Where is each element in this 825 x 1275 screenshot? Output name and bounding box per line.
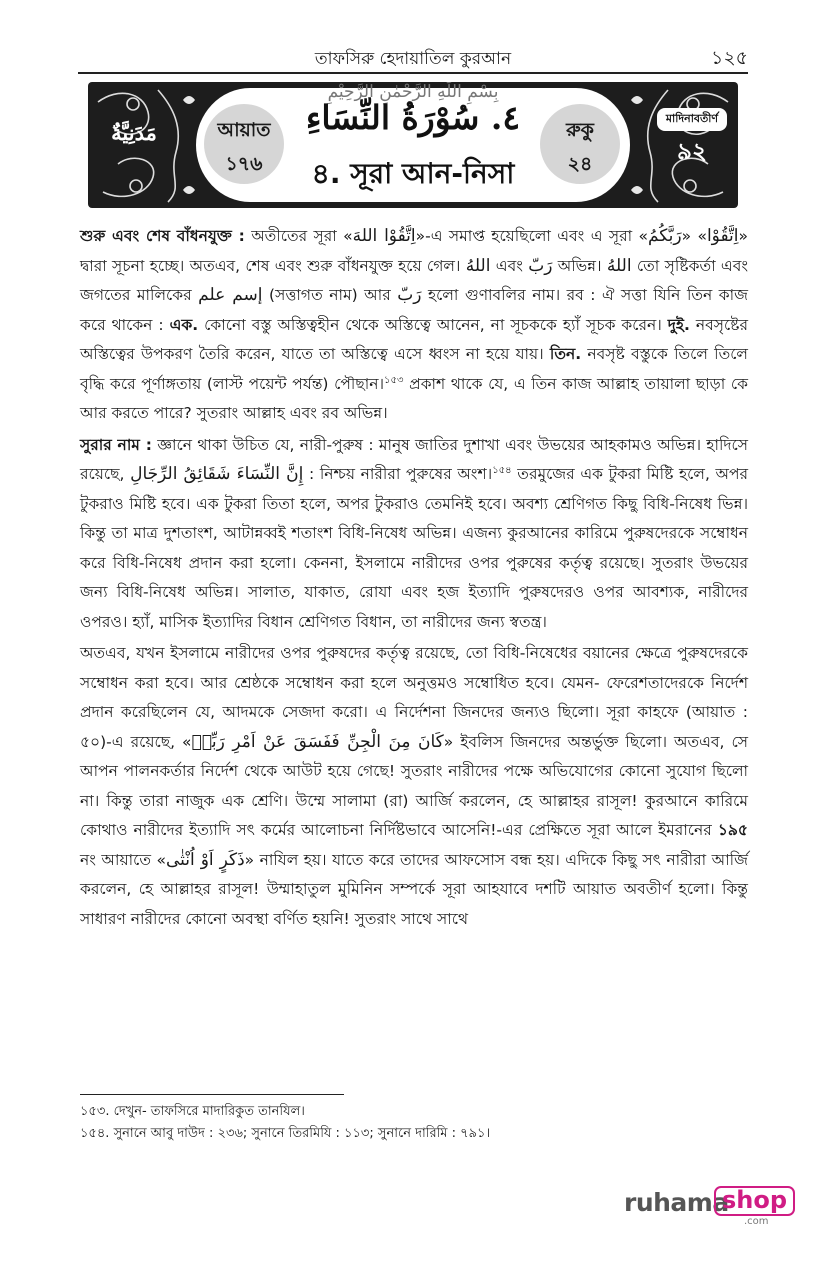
text-run: » ইবলিস জিনদের অন্তর্ভুক্ত ছিলো। অতএব, সে আপন পালনকর্তার নির্দেশ থেকে আউট হয়ে গেছে! সুতরাং নারীদের পক্ষে অভিযোগের কোনো সুযোগ ছিলো না। কিন্তু তারা নাজুক এক শ্রেণি। উম্মে সালামা (রা) আর্জি করলেন, হে আল্লাহর রাসূল! কুরআনে কারিমে কোথাও নারীদের ইত্যাদি সৎ কর্মের আলোচনা নির্দিষ্টভাবে আসেনি!-এর প্রেক্ষিতে সূরা আলে ইমরানের [80,732,748,839]
arabic-phrase: رَبّ [528,255,553,276]
revelation-arabic: مَدَنِيَّةٌ [111,120,157,145]
header-rule [78,72,748,74]
footnote-rule [80,1094,344,1095]
ruku-count: ২৪ [567,153,593,175]
arabic-phrase: إِنَّ النِّسَاءَ شَقَائِقُ الرِّجَالِ [130,464,304,484]
footnote-ref[interactable]: ১৫৩ [384,374,404,386]
enumerator: তিন. [549,345,582,363]
text-run: » দ্বারা সূচনা হচ্ছে। অতএব, শেষ এবং শুরু বাঁধনযুক্ত হয়ে গেল। [80,227,748,275]
ruku-label: রুকু [566,119,594,141]
text-run: নবসৃষ্টের অস্তিত্বের উপকরণ তৈরি করেন, যাতে তা অস্তিত্বে এসে ধ্বংস না হয়ে যায়। [80,315,749,363]
paragraph-authority [80,639,748,934]
footnote-ref[interactable]: ১৫৪ [492,464,512,476]
arabic-phrase: ذَكَرٍ اَوْ اُنْثٰى [165,849,245,870]
arabic-phrase: اللهُ [465,255,491,276]
text-run: অভিন্ন। [552,256,607,275]
text-run: নং আয়াতে « [80,850,166,869]
text-run: কোনো বস্তু অস্তিত্বহীন থেকে অস্তিত্বে আনেন, না সূচককে হ্যাঁ সূচক করেন। [198,315,668,334]
paragraph-connection [80,222,748,429]
revelation-label: মাদিনাবতীর্ণ [657,108,727,131]
bismillah: بِسْمِ اللّٰهِ الرَّحْمٰنِ الرَّحِيْمِ [327,82,499,102]
arabic-phrase: اِتَّقُوْا اللهَ [352,226,416,246]
paragraph-surah-name [80,431,748,638]
ruhamashop-watermark [624,1186,788,1227]
text-run: তরমুজের এক টুকরা মিষ্টি হলে, অপর টুকরাও মিষ্টি হবে। এক টুকরা তিতা হলে, অপর টুকরাও তেমনিই হবে। অবশ্য শ্রেণিগত কিছু বিধি-নিষেধ ভিন্ন। কিন্তু তা মাত্র দুশতাংশ, আটান্নব্বই শতাংশ বিধি-নিষেধ অভিন্ন। এজন্য কুরআনের কারিমে পুরুষদেরকে সম্বোধন করে বিধি-নিষেধ প্রদান করা হলো। কেননা, ইসলামে নারীদের ওপর পুরুষের কর্তৃত্ব রয়েছে। সুতরাং উভয়ের জন্য বিধি-নিষেধ অভিন্ন। সালাত, যাকাত, রোযা এবং হজ ইত্যাদি পুরুষদেরও ওপর আবশ্যক, নারীদের ওপরও। হ্যাঁ, মাসিক ইত্যাদির বিধান শ্রেণিগত বিধান, তা নারীদের জন্য স্বতন্ত্র। [80,465,748,631]
arabic-phrase: كَانَ مِنَ الْجِنِّ فَفَسَقَ عَنْ اَمْرِ رَبِّهٖ [191,731,444,752]
enumerator: দুই. [667,315,690,334]
page-number: ১২৫ [710,47,748,69]
arabic-phrase: رَبّ [397,285,422,305]
footnotes [80,1101,748,1145]
ruku-count-badge [540,104,620,184]
section-heading: শুরু এবং শেষ বাঁধনযুক্ত : [80,227,245,245]
text-run: (সত্তাগত নাম) আর [262,286,398,304]
brand-domain: .com [744,1216,769,1227]
text-run: » নাযিল হয়। যাতে করে তাদের আফসোস বন্ধ হয়। এদিকে কিছু সৎ নারীরা আর্জি করলেন, হে আল্লাহর রাসূল! উম্মাহাতুল মুমিনিন সম্পর্কে সূরা আহযাবে দশটি আয়াত অবতীর্ণ হলো। কিন্তু সাধারণ নারীদের কোনো অবস্থা বর্ণিত হয়নি! সুতরাং সাথে সাথে [80,850,748,928]
arabic-phrase: اِتَّقُوْا [706,226,739,246]
arabic-phrase: اللهُ [606,255,632,276]
book-title: তাফসিরু হেদায়াতিল কুরআন [314,49,512,69]
text-run: প্রকাশ থাকে যে, এ তিন কাজ আল্লাহ তায়ালা ছাড়া কে আর করতে পারে? সুতরাং আল্লাহ এবং রব অভিন্ন। [80,374,748,422]
text-run: হলো গুণাবলির নাম। রব : ঐ সত্তা যিনি তিন কাজ করে থাকেন : [80,286,748,334]
surah-banner [88,82,738,208]
text-run: : নিশ্চয় নারীরা পুরুষের অংশ। [303,465,493,483]
text-run: অতএব, যখন ইসলামে নারীদের ওপর পুরুষদের কর্তৃত্ব রয়েছে, তো বিধি-নিষেধের বয়ানের ক্ষেত্রে পুরুষদেরকে সম্বোধন করা হবে। আর শ্রেষ্ঠকে সম্বোধন করা হলে অনুত্তমও সম্বোধিত হবে। যেমন- ফেরেশতাদেরকে নির্দেশ প্রদান করেছিলেন যে, আদমকে সেজদা করো। এ নির্দেশনা জিনদের জন্যও ছিলো। সূরা কাহফে (আয়াত : ৫০)-এ রয়েছে, « [80,644,748,751]
section-heading: সুরার নাম : [80,435,152,454]
revelation-order: ৯২ [677,139,707,165]
footnote-item: ১৫৪. সুনানে আবু দাউদ : ২৩৬; সুনানে তিরমিযি : ১১৩; সুনানে দারিমি : ৭৯১। [80,1126,491,1141]
ayat-count: ১৭৬ [225,153,263,175]
surah-title-arabic: ٤. سُوْرَةُ النِّسَاءِ [305,98,521,137]
text-run: তো সৃষ্টিকর্তা এবং জগতের মালিকের [80,256,748,304]
running-head [78,42,748,74]
brand-shop-badge: shop [714,1186,795,1216]
ayat-label: আয়াত [217,119,271,141]
revelation-bengali [652,108,732,180]
page-body [80,222,748,936]
text-run: » « [681,227,707,245]
verse-number: ১৯৫ [717,821,748,839]
text-run: জ্ঞানে থাকা উচিত যে, নারী-পুরুষ : মানুষ জাতির দুশাখা এবং উভয়ের আহকামও অভিন্ন। হাদিসে রয়েছে, [80,435,748,483]
arabic-phrase: إسم علم [198,285,263,305]
enumerator: এক. [169,315,199,334]
arabic-phrase: رَبَّكُمُ [647,226,682,246]
footnote-item: ১৫৩. দেখুন- তাফসিরে মাদারিকুত তানযিল। [80,1104,305,1119]
text-run: নবসৃষ্ট বস্তুকে তিলে তিলে বৃদ্ধি করে পূর্ণাঙ্গতায় (লাস্ট পয়েন্ট পর্যন্ত) পৌছান। [80,345,748,393]
text-run: অতীতের সূরা « [244,227,353,245]
text-run: »-এ সমাপ্ত হয়েছিলো এবং এ সূরা « [415,227,648,245]
surah-title-bengali: ৪. সূরা আন-নিসা [311,157,515,190]
text-run: এবং [490,256,529,275]
brand-name: ruhama [624,1188,729,1217]
